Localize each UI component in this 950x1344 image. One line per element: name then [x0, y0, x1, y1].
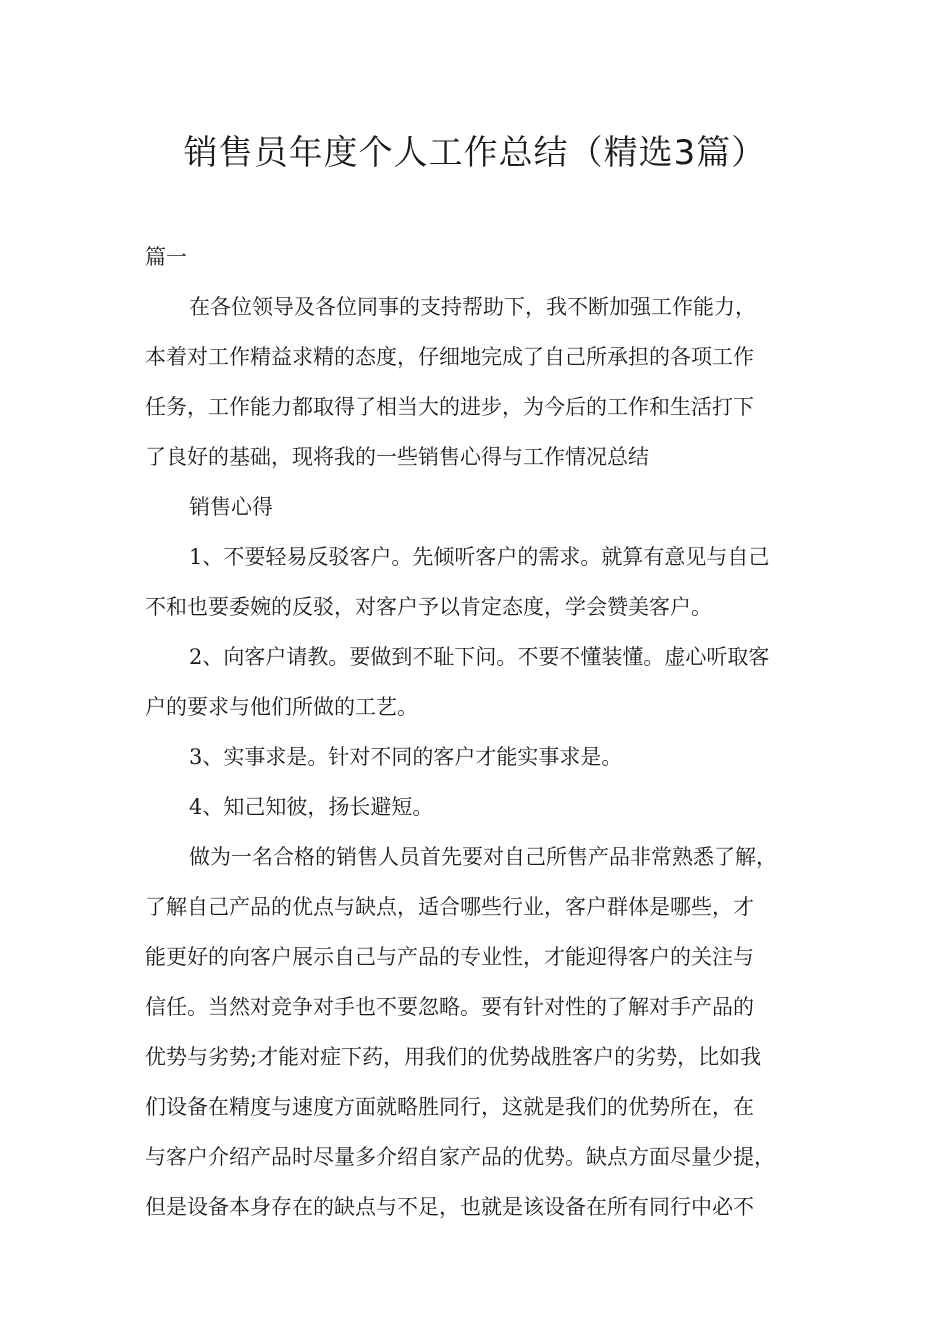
body-text-line: 信任。当然对竞争对手也不要忽略。要有针对性的了解对手产品的: [145, 995, 754, 1019]
body-text-line: 户的要求与他们所做的工艺。: [145, 695, 418, 719]
body-text-line: 4、知己知彼，扬长避短。: [189, 795, 434, 819]
body-text-line: 了良好的基础，现将我的一些销售心得与工作情况总结: [145, 445, 649, 469]
body-text-line: 优势与劣势;才能对症下药，用我们的优势战胜客户的劣势，比如我: [145, 1045, 762, 1069]
document-title: 销售员年度个人工作总结（精选3篇）: [183, 133, 767, 173]
body-text-line: 了解自己产品的优点与缺点，适合哪些行业，客户群体是哪些，才: [145, 895, 754, 919]
body-text-line: 与客户介绍产品时尽量多介绍自家产品的优势。缺点方面尽量少提，: [145, 1145, 775, 1169]
document-body: [145, 232, 825, 1232]
body-text-line: 3、实事求是。针对不同的客户才能实事求是。: [189, 745, 623, 769]
body-text-line: 在各位领导及各位同事的支持帮助下，我不断加强工作能力，: [189, 295, 756, 319]
body-text-line: 2、向客户请教。要做到不耻下问。不要不懂装懂。虚心听取客: [189, 645, 770, 669]
body-text-line: 任务，工作能力都取得了相当大的进步，为今后的工作和生活打下: [145, 395, 754, 419]
body-text-line: 销售心得: [189, 495, 273, 519]
body-text-line: 们设备在精度与速度方面就略胜同行，这就是我们的优势所在，在: [145, 1095, 754, 1119]
body-text-line: 但是设备本身存在的缺点与不足，也就是该设备在所有同行中必不: [145, 1195, 754, 1219]
body-text-line: 能更好的向客户展示自己与产品的专业性，才能迎得客户的关注与: [145, 945, 754, 969]
section-heading: 篇一: [145, 245, 187, 269]
body-text-line: 不和也要委婉的反驳，对客户予以肯定态度，学会赞美客户。: [145, 595, 712, 619]
body-text-line: 本着对工作精益求精的态度，仔细地完成了自己所承担的各项工作: [145, 345, 754, 369]
body-text-line: 1、不要轻易反驳客户。先倾听客户的需求。就算有意见与自己: [189, 545, 770, 569]
body-text-line: 做为一名合格的销售人员首先要对自己所售产品非常熟悉了解，: [189, 845, 777, 869]
